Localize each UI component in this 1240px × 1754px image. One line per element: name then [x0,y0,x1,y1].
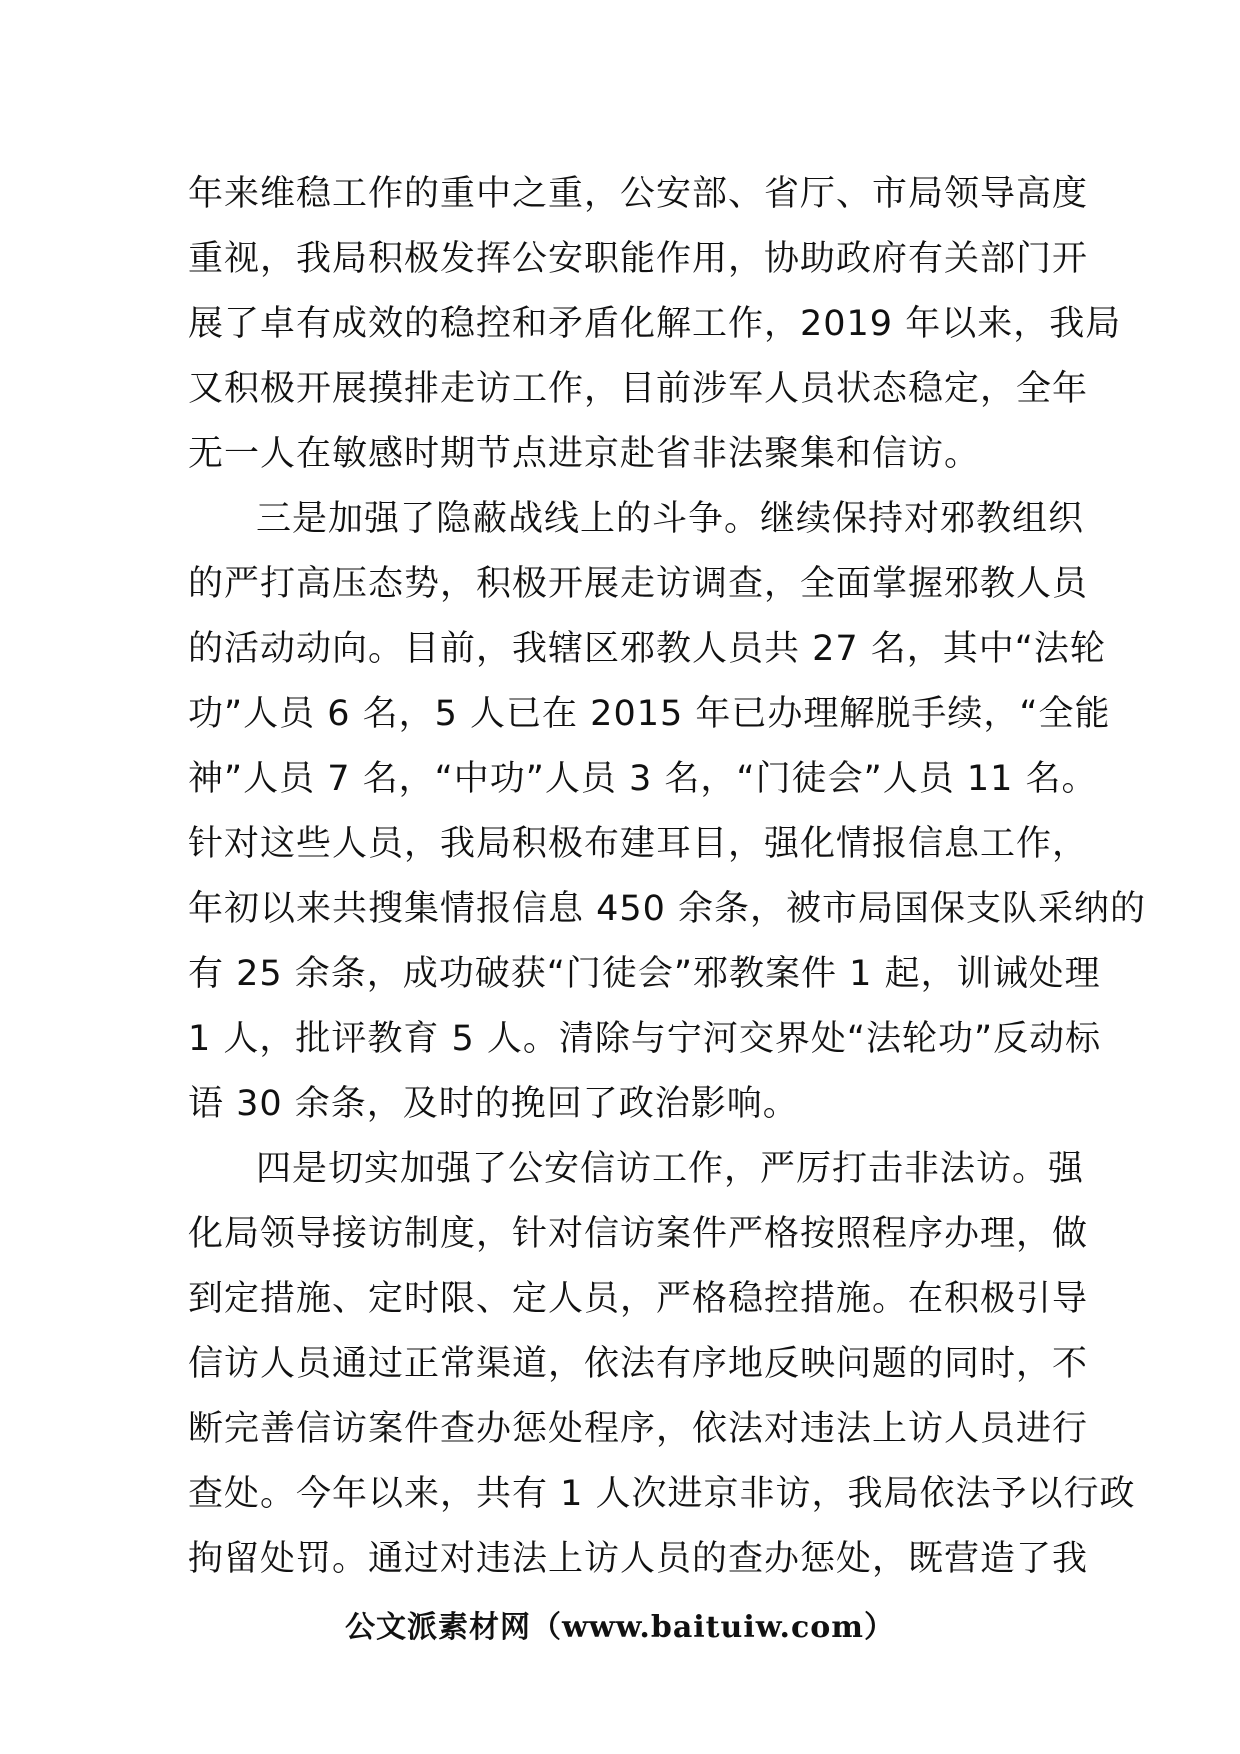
body-line: 到定措施、定时限、定人员，严格稳控措施。在积极引导 [188,1279,1089,1319]
document-body [188,162,1147,1592]
paragraph-start-line: 三是加强了隐蔽战线上的斗争。继续保持对邪教组织 [256,499,1085,539]
body-line: 的严打高压态势，积极开展走访调查，全面掌握邪教人员 [188,564,1089,604]
body-line: 展了卓有成效的稳控和矛盾化解工作，2019 年以来，我局 [188,304,1122,344]
body-line: 有 25 余条，成功破获“门徒会”邪教案件 1 起，训诫处理 [188,954,1101,994]
body-line: 拘留处罚。通过对违法上访人员的查办惩处，既营造了我 [188,1539,1089,1579]
body-line: 1 人，批评教育 5 人。清除与宁河交界处“法轮功”反动标 [188,1019,1102,1059]
body-line: 无一人在敏感时期节点进京赴省非法聚集和信访。 [188,434,981,474]
body-line: 信访人员通过正常渠道，依法有序地反映问题的同时，不 [188,1344,1089,1384]
footer-watermark: 公文派素材网（www.baituiw.com） [344,1610,896,1645]
body-line: 年来维稳工作的重中之重，公安部、省厅、市局领导高度 [188,174,1089,214]
body-line: 查处。今年以来，共有 1 人次进京非访，我局依法予以行政 [188,1474,1136,1514]
body-line: 化局领导接访制度，针对信访案件严格按照程序办理，做 [188,1214,1089,1254]
body-line: 重视，我局积极发挥公安职能作用，协助政府有关部门开 [188,239,1089,279]
body-line: 功”人员 6 名，5 人已在 2015 年已办理解脱手续，“全能 [188,694,1111,734]
body-line: 神”人员 7 名，“中功”人员 3 名，“门徒会”人员 11 名。 [188,759,1098,799]
body-line: 又积极开展摸排走访工作，目前涉军人员状态稳定，全年 [188,369,1089,409]
body-line: 针对这些人员，我局积极布建耳目，强化情报信息工作， [188,824,1089,864]
paragraph-start-line: 四是切实加强了公安信访工作，严厉打击非法访。强 [256,1149,1085,1189]
body-line: 的活动动向。目前，我辖区邪教人员共 27 名，其中“法轮 [188,629,1106,669]
body-line: 年初以来共搜集情报信息 450 余条，被市局国保支队采纳的 [188,889,1147,929]
body-line: 断完善信访案件查办惩处程序，依法对违法上访人员进行 [188,1409,1089,1449]
body-line: 语 30 余条，及时的挽回了政治影响。 [188,1084,799,1124]
